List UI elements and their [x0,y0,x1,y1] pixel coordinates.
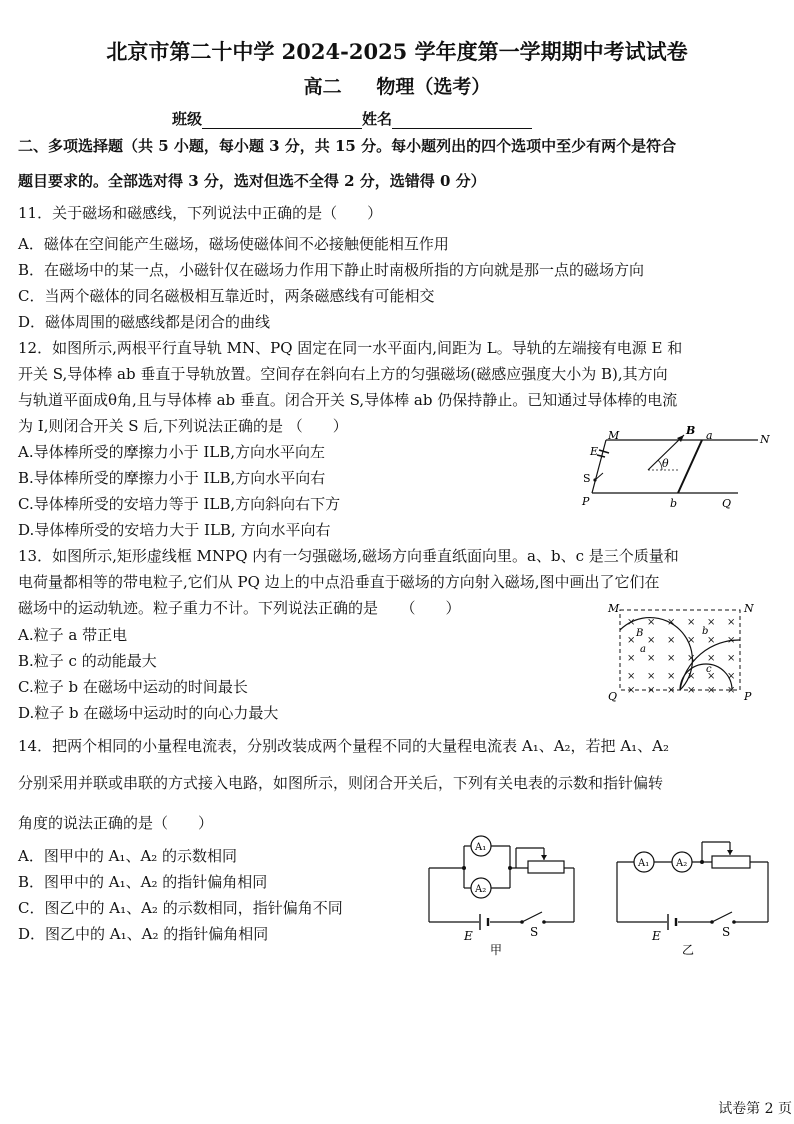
q14-stem-line2: 分别采用并联或串联的方式接入电路，如图所示，则闭合开关后，下列有关电表的示数和指针偏转 [18,774,664,792]
q14-option-b: B．图甲中的 A₁、A₂ 的指针偏角相同 [18,873,268,891]
label-m: M [608,429,620,442]
label-field-b: B [636,628,644,639]
page-number: 试卷第 2 页 [718,1101,792,1117]
field-cross: × [647,685,656,696]
q14-option-d: D．图乙中的 A₁、A₂ 的指针偏角相同 [18,925,269,943]
e-label: E [464,929,473,943]
field-cross: × [647,653,656,664]
q11-option-a: A．磁体在空间能产生磁场，磁场使磁体间不必接触便能相互作用 [18,235,449,253]
field-cross: × [667,671,676,682]
subject: 物理（选考） [376,76,491,98]
field-cross: × [687,685,696,696]
label-q: Q [722,497,732,510]
e-label: E [652,929,661,943]
field-cross: × [667,635,676,646]
field-cross: × [707,635,716,646]
circuit-jia [424,826,584,956]
student-info [172,108,532,129]
q12-rail-figure [578,425,778,515]
q14-stem-line3: 角度的说法正确的是（ ） [18,814,214,832]
name-label: 姓名 [362,110,393,128]
q12-option-b: B.导体棒所受的摩擦力小于 ILB,方向水平向右 [18,469,326,487]
field-cross: × [627,617,636,628]
field-cross: × [687,617,696,628]
field-cross: × [647,671,656,682]
grade: 高二 [303,76,342,98]
q14-stem-line1: 14．把两个相同的小量程电流表，分别改装成两个量程不同的大量程电流表 A₁、A₂，若把 A₁、A₂ [18,737,670,755]
field-cross: × [707,671,716,682]
field-cross: × [727,653,736,664]
field-cross: × [667,653,676,664]
q14-option-c: C．图乙中的 A₁、A₂ 的示数相同，指针偏角不同 [18,899,343,917]
label-b: b [702,626,709,637]
section-instructions-line1: 二、多项选择题（共 5 小题，每小题 3 分，共 15 分。每小题列出的四个选项中至少有两个是符合 [18,137,677,155]
q13-option-a: A.粒子 a 带正电 [18,626,128,644]
battery-e-symbol [599,450,609,453]
field-cross: × [707,685,716,696]
field-cross: × [647,617,656,628]
q13-stem-line3: 磁场中的运动轨迹。粒子重力不计。下列说法正确的是 （ ） [18,599,461,617]
field-cross: × [727,635,736,646]
q13-option-b: B.粒子 c 的动能最大 [18,652,157,670]
q12-option-a: A.导体棒所受的摩擦力小于 ILB,方向水平向左 [18,443,326,461]
field-cross: × [627,653,636,664]
q12-stem-line4: 为 I,则闭合开关 S 后,下列说法正确的是 （ ） [18,417,348,435]
label-b: B [686,425,696,437]
field-cross: × [687,635,696,646]
class-blank[interactable] [202,110,362,129]
s-label: S [530,925,539,939]
q12-option-c: C.导体棒所受的安培力等于 ILB,方向斜向右下方 [18,495,341,513]
switch-s [710,920,714,924]
field-cross: × [647,635,656,646]
a2-label: A₂ [475,884,487,895]
q12-stem-line2: 开关 S,导体棒 ab 垂直于导轨放置。空间存在斜向右上方的匀强磁场(磁感应强度大小为 B),其方向 [18,365,668,383]
q11-option-c: C．当两个磁体的同名磁极相互靠近时，两条磁感线有可能相交 [18,287,435,305]
q11-stem: 11．关于磁场和磁感线，下列说法中正确的是（ ） [18,204,383,222]
label-a: a [640,644,646,655]
label-n: N [760,433,770,446]
circuit-yi [612,826,778,956]
field-cross: × [667,685,676,696]
label-e: E [590,445,599,458]
a1-label: A₁ [475,842,487,853]
field-box [620,610,740,690]
field-cross: × [727,671,736,682]
field-cross: × [687,653,696,664]
field-cross: × [707,653,716,664]
exam-title: 北京市第二十中学 2024-2025 学年度第一学期期中考试试卷 [106,39,688,64]
q14-option-a: A．图甲中的 A₁、A₂ 的示数相同 [18,847,238,865]
name-blank[interactable] [392,110,532,129]
label-a: a [706,429,713,442]
label-b-rod: b [670,497,678,510]
a2-label: A₂ [676,858,688,869]
caption-jia: 甲 [490,943,503,956]
class-label: 班级 [172,110,203,128]
field-cross: × [727,685,736,696]
label-c: c [706,664,712,675]
field-cross: × [707,617,716,628]
s-label: S [722,925,731,939]
label-p: P [744,690,752,703]
field-cross: × [667,617,676,628]
label-s: S [583,472,591,485]
conductor-rod-ab [678,440,702,493]
exam-subtitle [0,72,794,99]
q13-stem-line1: 13．如图所示,矩形虚线框 MNPQ 内有一匀强磁场,磁场方向垂直纸面向里。a、b、c 是三个质量和 [18,547,679,565]
q13-field-figure [606,600,758,704]
field-cross: × [687,671,696,682]
label-m: M [608,602,620,615]
q11-option-b: B．在磁场中的某一点，小磁针仅在磁场力作用下静止时南极所指的方向就是那一点的磁场方向 [18,261,645,279]
q12-stem-line3: 与轨道平面成θ角,且与导体棒 ab 垂直。闭合开关 S,导体棒 ab 仍保持静止。已知通过导体棒的电流 [18,391,678,409]
label-p: P [582,495,590,508]
slider-arrow [541,855,547,860]
label-theta: θ [662,457,669,470]
field-cross: × [627,685,636,696]
label-n: N [744,602,754,615]
q11-option-d: D．磁体周围的磁感线都是闭合的曲线 [18,313,271,331]
q13-stem-line2: 电荷量都相等的带电粒子,它们从 PQ 边上的中点沿垂直于磁场的方向射入磁场,图中画出了它们在 [18,573,660,591]
q12-stem-line1: 12．如图所示,两根平行直导轨 MN、PQ 固定在同一水平面内,间距为 L。导轨的左端接有电源 E 和 [18,339,683,357]
switch-s [520,920,524,924]
section-instructions-line2: 题目要求的。全部选对得 3 分，选对但选不全得 2 分，选错得 0 分） [18,172,486,190]
field-cross: × [627,671,636,682]
field-cross: × [727,617,736,628]
field-cross: × [627,635,636,646]
a1-label: A₁ [638,858,650,869]
q12-option-d: D.导体棒所受的安培力大于 ILB, 方向水平向右 [18,521,331,539]
caption-yi: 乙 [682,943,695,956]
q13-option-c: C.粒子 b 在磁场中运动的时间最长 [18,678,248,696]
label-q: Q [608,690,618,703]
slider-arrow [727,850,733,855]
q13-option-d: D.粒子 b 在磁场中运动时的向心力最大 [18,704,279,722]
